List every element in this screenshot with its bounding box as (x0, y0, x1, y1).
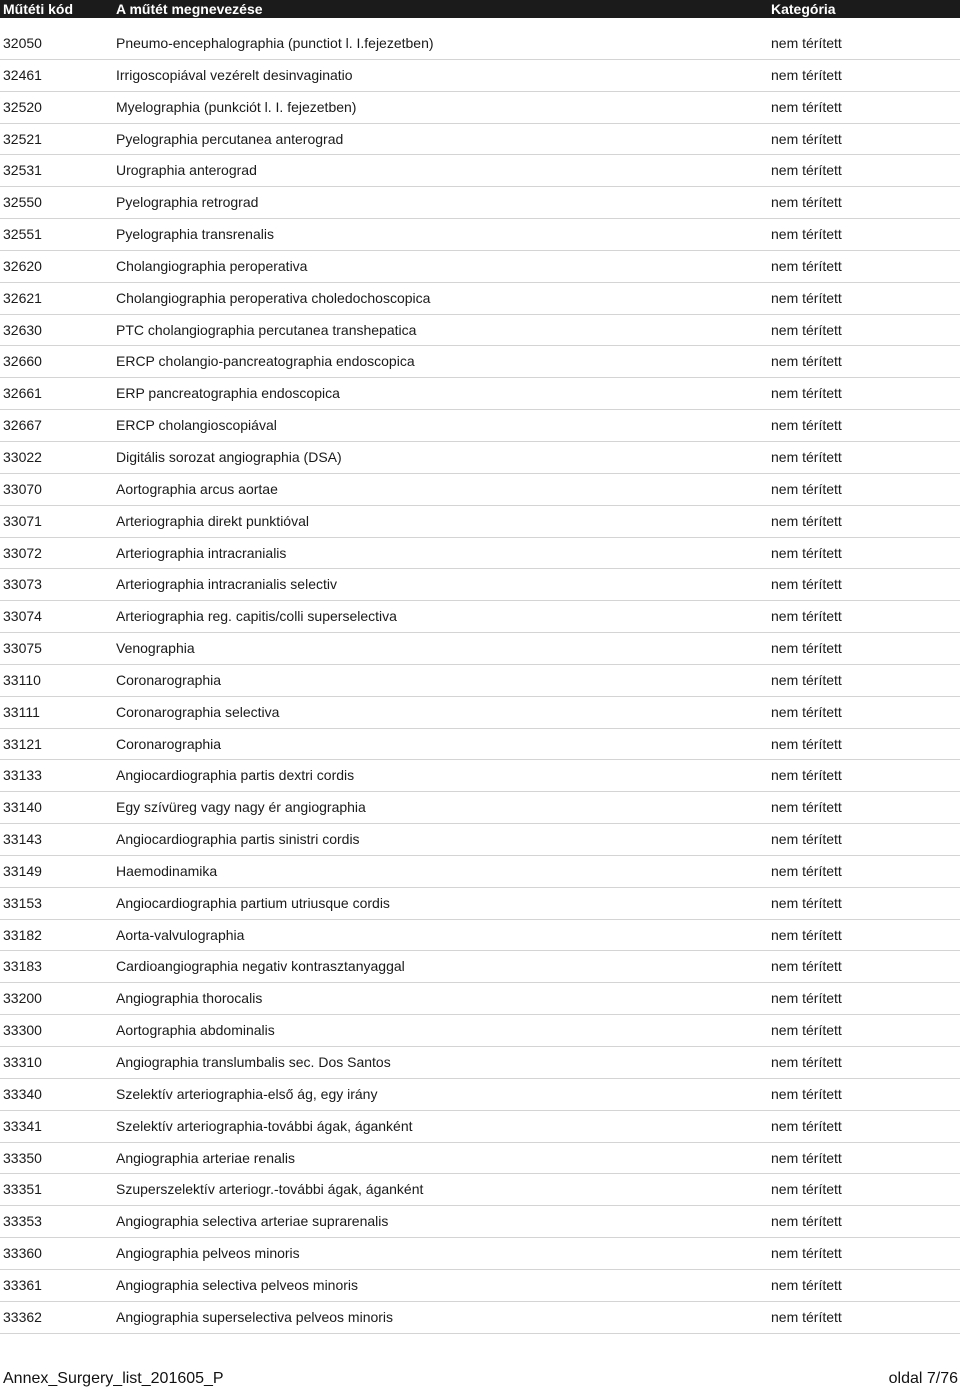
row-name: Coronarographia (116, 735, 222, 752)
row-code: 33071 (3, 512, 42, 529)
row-code: 32550 (3, 194, 42, 211)
row-name: PTC cholangiographia percutanea transhepatica (116, 321, 417, 338)
table-body (0, 28, 960, 1334)
row-category: nem térített (771, 1149, 842, 1166)
row-name: Cholangiographia peroperativa choledochoscopica (116, 289, 431, 306)
row-name: Pyelographia retrograd (116, 194, 259, 211)
table-row (0, 1238, 960, 1270)
table-row (0, 633, 960, 665)
row-category: nem térített (771, 226, 842, 243)
row-code: 33360 (3, 1245, 42, 1262)
row-code: 33341 (3, 1117, 42, 1134)
row-code: 33121 (3, 735, 42, 752)
row-name: Pneumo-encephalographia (punctiot l. I.fejezetben) (116, 35, 434, 51)
row-name: Arteriographia intracranialis selectiv (116, 576, 337, 593)
header-code: Műtéti kód (3, 1, 73, 17)
table-row (0, 665, 960, 697)
table-row (0, 760, 960, 792)
table-row (0, 28, 960, 60)
row-name: Arteriographia reg. capitis/colli superselectiva (116, 608, 397, 625)
table-row (0, 1047, 960, 1079)
row-name: Coronarographia (116, 671, 222, 688)
table-row (0, 442, 960, 474)
row-name: Angiographia pelveos minoris (116, 1245, 300, 1262)
row-name: Venographia (116, 640, 195, 657)
table-row (0, 315, 960, 347)
table-row (0, 824, 960, 856)
header-category: Kategória (771, 1, 836, 17)
row-code: 33362 (3, 1308, 42, 1325)
table-row (0, 1079, 960, 1111)
row-category: nem térített (771, 640, 842, 657)
row-category: nem térített (771, 767, 842, 784)
row-code: 33153 (3, 894, 42, 911)
table-row (0, 506, 960, 538)
row-category: nem térített (771, 1022, 842, 1039)
row-code: 32520 (3, 98, 42, 115)
row-name: Angiographia selectiva arteriae suprarenalis (116, 1213, 389, 1230)
row-name: Szuperszelektív arteriogr.-további ágak, áganként (116, 1181, 424, 1198)
row-name: Szelektív arteriographia-első ág, egy irány (116, 1085, 378, 1102)
table-row (0, 856, 960, 888)
row-code: 33140 (3, 799, 42, 816)
row-category: nem térített (771, 1085, 842, 1102)
table-row (0, 92, 960, 124)
row-category: nem térített (771, 799, 842, 816)
table-row (0, 60, 960, 92)
row-name: Pyelographia percutanea anterograd (116, 130, 344, 147)
row-code: 33075 (3, 640, 42, 657)
row-name: Digitális sorozat angiographia (DSA) (116, 448, 342, 465)
table-row (0, 983, 960, 1015)
row-code: 33183 (3, 958, 42, 975)
row-category: nem térített (771, 512, 842, 529)
table-row (0, 410, 960, 442)
row-category: nem térített (771, 321, 842, 338)
row-name: Angiographia arteriae renalis (116, 1149, 295, 1166)
row-code: 32050 (3, 35, 42, 51)
row-code: 32521 (3, 130, 42, 147)
row-name: Aorta-valvulographia (116, 926, 245, 943)
row-category: nem térített (771, 448, 842, 465)
row-category: nem térített (771, 385, 842, 402)
header-name: A műtét megnevezése (116, 1, 263, 17)
row-name: Angiocardiographia partium utriusque cordis (116, 894, 390, 911)
row-category: nem térített (771, 1245, 842, 1262)
table-row (0, 1143, 960, 1175)
row-name: Angiographia superselectiva pelveos minoris (116, 1308, 394, 1325)
row-name: Cardioangiographia negativ kontrasztanyaggal (116, 958, 405, 975)
row-code: 33074 (3, 608, 42, 625)
row-category: nem térített (771, 417, 842, 434)
table-row (0, 601, 960, 633)
row-code: 33300 (3, 1022, 42, 1039)
row-code: 33351 (3, 1181, 42, 1198)
row-code: 33111 (3, 703, 40, 720)
row-category: nem térített (771, 671, 842, 688)
table-row (0, 346, 960, 378)
row-code: 33182 (3, 926, 42, 943)
table-row (0, 474, 960, 506)
row-name: Szelektív arteriographia-további ágak, áganként (116, 1117, 413, 1134)
row-category: nem térített (771, 480, 842, 497)
row-code: 32461 (3, 66, 42, 83)
table-row (0, 155, 960, 187)
row-category: nem térített (771, 257, 842, 274)
table-row (0, 1015, 960, 1047)
row-code: 33022 (3, 448, 42, 465)
row-category: nem térített (771, 162, 842, 179)
table-row (0, 378, 960, 410)
row-category: nem térített (771, 1181, 842, 1198)
table-row (0, 219, 960, 251)
table-row (0, 538, 960, 570)
table-row (0, 729, 960, 761)
row-category: nem térített (771, 98, 842, 115)
row-name: Arteriographia direkt punktióval (116, 512, 309, 529)
table-row (0, 888, 960, 920)
row-code: 33149 (3, 862, 42, 879)
table-row (0, 124, 960, 156)
row-category: nem térített (771, 544, 842, 561)
row-category: nem térített (771, 862, 842, 879)
row-code: 33070 (3, 480, 42, 497)
table-row (0, 920, 960, 952)
row-code: 33353 (3, 1213, 42, 1230)
table-row (0, 1270, 960, 1302)
row-name: ERP pancreatographia endoscopica (116, 385, 340, 402)
row-category: nem térített (771, 703, 842, 720)
table-row (0, 1302, 960, 1334)
row-code: 32621 (3, 289, 42, 306)
row-name: Coronarographia selectiva (116, 703, 280, 720)
row-name: Aortographia arcus aortae (116, 480, 278, 497)
row-name: Myelographia (punkciót l. I. fejezetben) (116, 98, 357, 115)
row-category: nem térített (771, 353, 842, 370)
footer-document-name: Annex_Surgery_list_201605_P (3, 1370, 224, 1387)
row-code: 32630 (3, 321, 42, 338)
row-code: 33133 (3, 767, 42, 784)
row-name: Angiographia thorocalis (116, 990, 263, 1007)
page-footer (0, 1368, 960, 1390)
table-row (0, 283, 960, 315)
row-category: nem térített (771, 958, 842, 975)
row-code: 32661 (3, 385, 42, 402)
table-row (0, 792, 960, 824)
row-name: ERCP cholangio-pancreatographia endoscopica (116, 353, 415, 370)
row-name: Pyelographia transrenalis (116, 226, 274, 243)
row-category: nem térített (771, 1213, 842, 1230)
row-name: Angiographia translumbalis sec. Dos Santos (116, 1054, 391, 1070)
row-name: Urographia anterograd (116, 162, 257, 179)
row-code: 33310 (3, 1054, 42, 1070)
row-category: nem térített (771, 926, 842, 943)
row-code: 33110 (3, 671, 41, 688)
row-code: 32531 (3, 162, 42, 179)
row-code: 33143 (3, 831, 42, 848)
row-name: Angiocardiographia partis sinistri cordis (116, 831, 360, 848)
row-category: nem térített (771, 1054, 842, 1070)
row-code: 33350 (3, 1149, 42, 1166)
table-header (0, 0, 960, 18)
row-category: nem térített (771, 894, 842, 911)
row-category: nem térített (771, 130, 842, 147)
row-category: nem térített (771, 576, 842, 593)
row-name: ERCP cholangioscopiával (116, 417, 277, 434)
row-category: nem térített (771, 289, 842, 306)
row-code: 33073 (3, 576, 42, 593)
row-code: 32667 (3, 417, 42, 434)
row-code: 33072 (3, 544, 42, 561)
table-row (0, 569, 960, 601)
row-name: Irrigoscopiával vezérelt desinvaginatio (116, 66, 353, 83)
row-category: nem térített (771, 35, 842, 51)
row-category: nem térített (771, 1308, 842, 1325)
row-code: 32660 (3, 353, 42, 370)
row-category: nem térített (771, 990, 842, 1007)
row-code: 33200 (3, 990, 42, 1007)
row-category: nem térített (771, 608, 842, 625)
row-category: nem térített (771, 1276, 842, 1293)
table-row (0, 951, 960, 983)
row-code: 32620 (3, 257, 42, 274)
row-name: Cholangiographia peroperativa (116, 257, 308, 274)
row-code: 33340 (3, 1085, 42, 1102)
table-row (0, 1111, 960, 1143)
table-row (0, 697, 960, 729)
table-row (0, 1206, 960, 1238)
table-row (0, 251, 960, 283)
row-code: 32551 (3, 226, 42, 243)
row-category: nem térített (771, 1117, 842, 1134)
row-name: Angiographia selectiva pelveos minoris (116, 1276, 359, 1293)
row-category: nem térített (771, 194, 842, 211)
footer-page-number: oldal 7/76 (888, 1370, 958, 1387)
table-row (0, 1174, 960, 1206)
row-category: nem térített (771, 735, 842, 752)
row-name: Aortographia abdominalis (116, 1022, 275, 1039)
row-name: Haemodinamika (116, 862, 218, 879)
row-name: Arteriographia intracranialis (116, 544, 287, 561)
row-category: nem térített (771, 831, 842, 848)
row-category: nem térített (771, 66, 842, 83)
row-code: 33361 (3, 1276, 42, 1293)
row-name: Egy szívüreg vagy nagy ér angiographia (116, 799, 366, 816)
row-name: Angiocardiographia partis dextri cordis (116, 767, 355, 784)
table-row (0, 187, 960, 219)
